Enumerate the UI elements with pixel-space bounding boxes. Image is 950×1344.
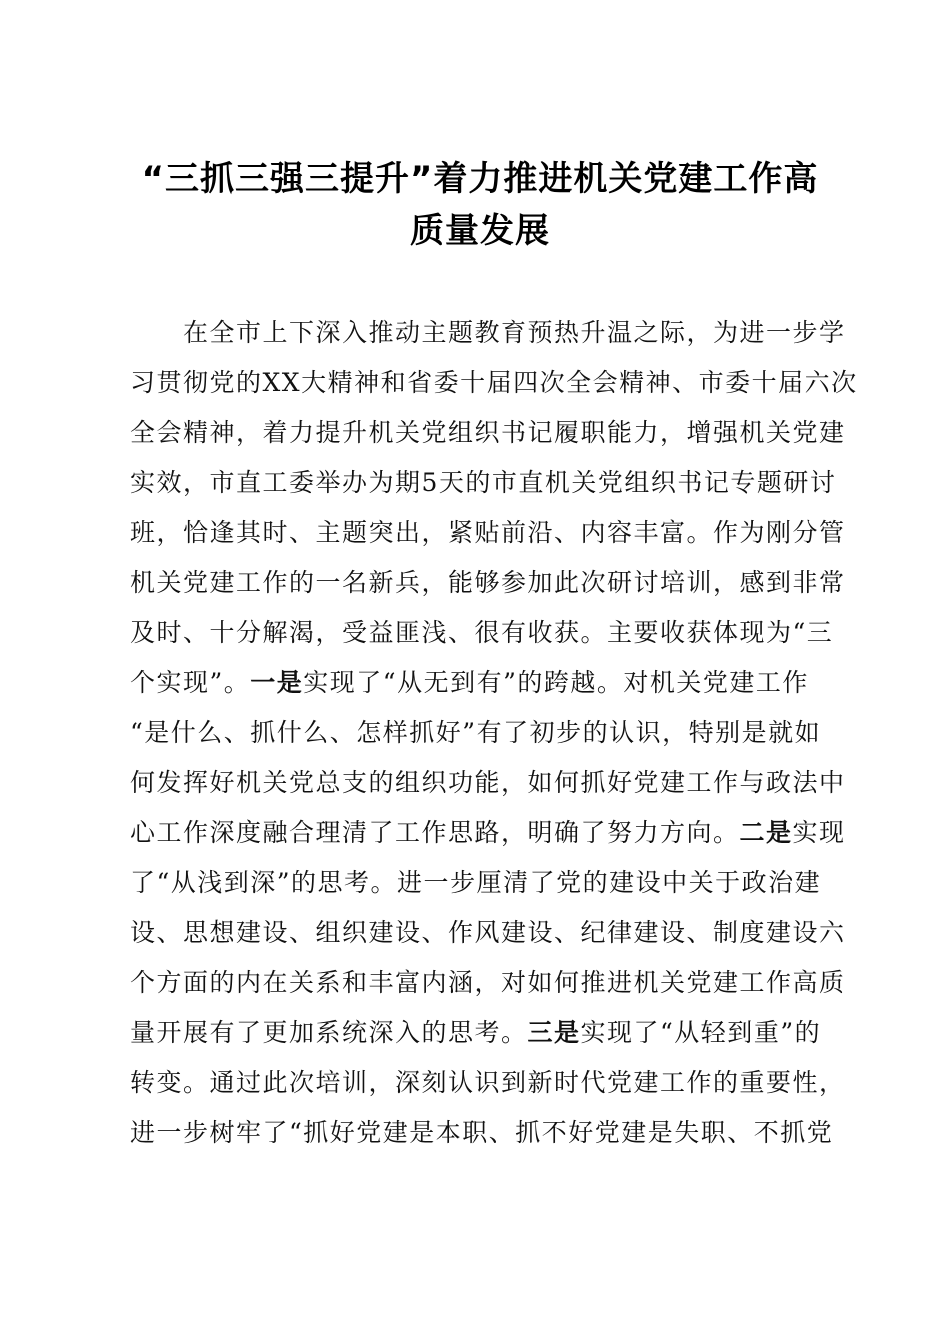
body-text-segment: 实现了“从轻到重”的 [580, 1018, 822, 1047]
body-line [130, 658, 835, 708]
body-text-segment: 实现了“从无到有”的跨越。对机关党建工作 [303, 668, 809, 697]
bold-marker-second: 二是 [739, 818, 793, 847]
bold-marker-third: 三是 [527, 1018, 581, 1047]
body-line: “是什么、抓什么、怎样抓好”有了初步的认识，特别是就如 [130, 718, 822, 747]
body-line: 转变。通过此次培训，深刻认识到新时代党建工作的重要性， [130, 1068, 846, 1097]
body-line: 设、思想建设、组织建设、作风建设、纪律建设、制度建设六 [130, 918, 846, 947]
body-line: 机关党建工作的一名新兵，能够参加此次研讨培训，感到非常 [130, 568, 846, 597]
body-text-segment: 个实现”。 [130, 668, 251, 697]
body-text-segment: 实现 [792, 818, 846, 847]
body-line [130, 808, 846, 858]
body-line: 习贯彻党的XX大精神和省委十届四次全会精神、市委十届六次 [130, 368, 858, 397]
body-line: 班，恰逢其时、主题突出，紧贴前沿、内容丰富。作为刚分管 [130, 518, 846, 547]
body-paragraph [130, 308, 858, 1158]
document-title [120, 153, 840, 257]
body-line: 了“从浅到深”的思考。进一步厘清了党的建设中关于政治建 [130, 868, 822, 897]
body-line [130, 1008, 835, 1058]
body-line: 全会精神，着力提升机关党组织书记履职能力，增强机关党建 [130, 418, 846, 447]
body-text-segment: 心工作深度融合理清了工作思路，明确了努力方向。 [130, 818, 740, 847]
body-line: 在全市上下深入推动主题教育预热升温之际，为进一步学 [130, 318, 846, 347]
body-line: 何发挥好机关党总支的组织功能，如何抓好党建工作与政法中 [130, 768, 846, 797]
title-line-1: “三抓三强三提升”着力推进机关党建工作高 [141, 159, 819, 199]
body-line: 及时、十分解渴，受益匪浅、很有收获。主要收获体现为“三 [130, 618, 834, 647]
body-text-segment: 量开展有了更加系统深入的思考。 [130, 1018, 528, 1047]
body-line: 个方面的内在关系和丰富内涵，对如何推进机关党建工作高质 [130, 968, 846, 997]
bold-marker-first: 一是 [250, 668, 304, 697]
body-line: 实效，市直工委举办为期5天的市直机关党组织书记专题研讨 [130, 468, 837, 497]
body-line: 进一步树牢了“抓好党建是本职、抓不好党建是失职、不抓党 [130, 1118, 834, 1147]
title-line-2: 质量发展 [410, 211, 550, 251]
